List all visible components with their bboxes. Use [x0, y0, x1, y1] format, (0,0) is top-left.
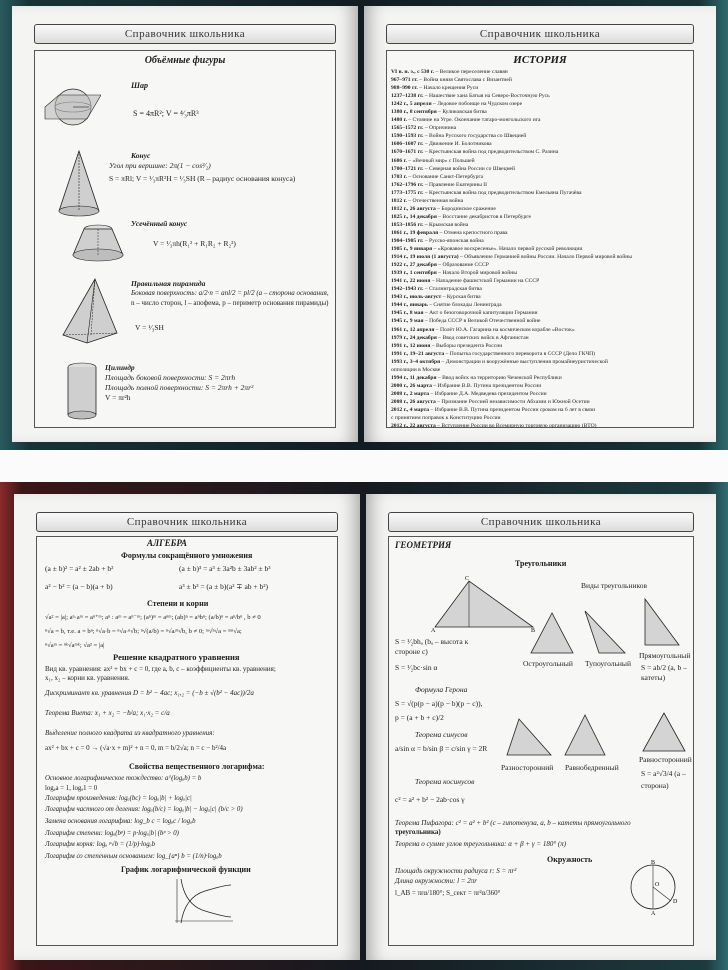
history-event: – Выборы президента России [430, 342, 503, 349]
history-event: – Начало крещения Руси [417, 85, 479, 92]
history-date: 1762–1796 гг. [391, 181, 424, 188]
history-entry [391, 108, 689, 116]
history-event: – Отечественная война [406, 197, 464, 204]
history-entry [391, 350, 689, 358]
history-date: 1703 г. [391, 173, 407, 180]
algebra-l7: Логарифм корня: logₐ ᵖ√b = (1/p)·logₐb [45, 841, 156, 848]
history-entry [391, 414, 689, 422]
cylinder-figure [65, 361, 99, 423]
history-event: – Начало Второй мировой войны [436, 270, 517, 277]
heron-formula: S = √(p(p − a)(p − b)(p − c)), [395, 699, 483, 708]
history-entry [391, 165, 689, 173]
gap [0, 450, 728, 482]
history-date: 1979 г., 24 декабря [391, 334, 437, 341]
acute-label: Остроугольный [523, 659, 573, 668]
history-entry [391, 317, 689, 325]
circle-area: Площадь окружности радиуса r: S = πr² [395, 867, 517, 875]
history-date: 1861 г., 19 февраля [391, 229, 439, 236]
history-entry [391, 342, 689, 350]
algebra-s4: Свойства вещественного логарифма: [129, 762, 265, 771]
history-date: 2012 г., 22 августа [391, 423, 436, 430]
page-solids [12, 6, 358, 442]
algebra-f2a: a² − b² = (a − b)(a + b) [45, 582, 113, 591]
heron-label: Формула Герона [415, 685, 468, 694]
algebra-s5: График логарифмической функции [121, 865, 251, 874]
history-event: – Ввод советских войск в Афганистан [436, 334, 529, 341]
frustum-figure [71, 221, 125, 265]
history-entry [391, 100, 689, 108]
history-entry [391, 382, 689, 390]
history-entry [391, 173, 689, 181]
algebra-l3: Логарифм произведения: logₐ(bc) = logₐ|b| + logₐ|c| [45, 795, 192, 802]
history-event: – Избрание В.В. Путина президентом России сроком на 6 лет в связи [429, 406, 596, 413]
history-event: – Полёт Ю.А. Гагарина на космическом корабле «Восток» [434, 326, 575, 333]
cone-figure [55, 149, 103, 221]
algebra-title: АЛГЕБРА [147, 538, 188, 548]
history-entry [391, 285, 689, 293]
page-geometry [366, 494, 716, 960]
page-header: Справочник школьника [388, 512, 694, 532]
history-event: – Крымская война [423, 221, 469, 228]
history-date: 1242 г., 5 апреля [391, 101, 432, 108]
page-algebra [14, 494, 360, 960]
cone-angle: Угол при вершине: 2π(1 − cos²⁄₂) [109, 161, 211, 170]
history-event: – «Кровавое воскресенье». Начало первой русской революции [432, 246, 583, 253]
algebra-s2: Степени и корни [147, 599, 209, 608]
history-event: – Ввод войск на территорию Чеченской Республики [436, 374, 562, 381]
equilateral-formula-2: сторона) [641, 781, 669, 790]
cosine-formula: c² = a² + b² − 2ab·cos γ [395, 795, 465, 804]
history-event: – Курская битва [441, 294, 481, 301]
algebra-s3: Решение квадратного уравнения [113, 652, 240, 662]
section-title: Объёмные фигуры [144, 55, 226, 66]
history-entry [391, 261, 689, 269]
algebra-r1: √a² = |a|; aⁿ·aᵐ = aⁿ⁺ᵐ; aⁿ : aᵐ = aⁿ⁻ᵐ; (aⁿ)ᵐ = aⁿᵐ; (ab)ⁿ = aⁿbⁿ; (a/b)ⁿ = aⁿ/bⁿ , b ≠ 0 [45, 614, 261, 621]
history-entry [391, 358, 689, 366]
history-entry [391, 398, 689, 406]
history-date: 2008 г., 2 марта [391, 390, 430, 397]
history-entry [391, 92, 689, 100]
scalene-triangle [505, 717, 553, 757]
history-date: 1606–1607 гг. [391, 141, 424, 148]
history-date: 2012 г., 4 марта [391, 406, 430, 413]
history-event: – Избрание В.В. Путина президентом России [431, 382, 542, 389]
history-date: 1941 г., 22 июня [391, 278, 431, 285]
history-date: 1914 г., 19 июля (1 августа) [391, 254, 459, 261]
history-event: – Восстание декабристов в Петербурге [436, 213, 531, 220]
history-date: 2008 г., 26 августа [391, 398, 436, 405]
history-date: 1942–1943 гг. [391, 286, 424, 293]
history-entry [391, 366, 689, 374]
circle-length: Длина окружности: l = 2πr [395, 877, 477, 885]
history-date: 967–971 гг. [391, 77, 418, 84]
history-event: – Крестьянская война под предводительством С. Разина [423, 149, 559, 156]
history-event: – Акт о безоговорочной капитуляции Германии [423, 310, 538, 317]
circle-figure [627, 859, 679, 915]
history-entry [391, 68, 689, 76]
history-entry [391, 132, 689, 140]
history-event: – Ледовое побоище на Чудском озере [431, 101, 523, 108]
history-event: – Движение И. Болотникова [423, 141, 492, 148]
history-event: – Крестьянская война под предводительством Емельяна Пугачёва [423, 189, 582, 196]
svg-text:A: A [431, 628, 436, 633]
history-event: оппозиции в Москве [391, 366, 441, 373]
acute-triangle [529, 611, 575, 655]
right-label: Прямоугольный [639, 651, 691, 660]
algebra-l1: Основное логарифмическое тождество: a^(logₐb) = b [45, 775, 202, 782]
history-date: VI в. н. э., с 530 г. [391, 69, 435, 75]
algebra-s1: Формулы сокращённого умножения [121, 551, 253, 560]
history-date: 1945 г., 8 мая [391, 310, 424, 317]
history-entry [391, 277, 689, 285]
history-date: 2000 г., 26 марта [391, 382, 432, 389]
area-1b: стороне c) [395, 647, 428, 656]
history-entry [391, 269, 689, 277]
history-event: – Победа СССР в Великой Отечественной войне [423, 318, 541, 325]
pyramid-legend: n – число сторон, l – апофема, p – периметр основания пирамиды) [131, 299, 329, 307]
history-date: 1994 г., 11 декабря [391, 374, 437, 381]
history-entry [391, 237, 689, 245]
cosine-label: Теорема косинусов [415, 777, 475, 786]
history-date: 1670–1671 гг. [391, 149, 424, 156]
history-entry [391, 205, 689, 213]
page-header: Справочник школьника [36, 512, 338, 532]
history-entry [391, 253, 689, 261]
history-date: 1812 г. [391, 197, 407, 204]
algebra-q5: Выделение полного квадрата из квадратного уравнения: [45, 729, 215, 737]
history-date: 1700–1721 гг. [391, 165, 424, 172]
history-date: 1961 г., 12 апреля [391, 326, 435, 333]
cone-name: Конус [131, 151, 151, 160]
geometry-title: ГЕОМЕТРИЯ [395, 540, 452, 550]
frustum-formula: V = ¹⁄₃πh(R₁² + R₁R₂ + R₂²) [153, 239, 236, 248]
algebra-l5: Замена основания логарифма: log_b c = logₐc / logₐb [45, 818, 196, 825]
history-event: – Объявление Германией войны России. Начало Первой мировой войны [458, 254, 632, 261]
sine-label: Теорема синусов [415, 730, 468, 739]
algebra-f1a: (a ± b)² = a² ± 2ab + b² [45, 564, 114, 573]
algebra-r2: ⁿ√a = b, т.е. a = bⁿ; ⁿ√a·b = ⁿ√a·ⁿ√b; ⁿ√(a/b) = ⁿ√a/ⁿ√b, b ≠ 0; ᵐ√ⁿ√a = ᵐⁿ√a; [45, 628, 242, 635]
history-event: – Война Русского государства со Швецией [423, 133, 527, 140]
sphere-name: Шар [131, 81, 149, 90]
history-entry [391, 140, 689, 148]
right-formula: S = ab/2 (a, b – [641, 663, 687, 672]
algebra-l2: logₐa = 1, logₐ1 = 0 [45, 785, 98, 792]
history-entry [391, 334, 689, 342]
algebra-r3: ⁿ√aᵐ = ⁿᵏ√aᵐᵏ; √a² = |a| [45, 642, 105, 649]
angle-sum: Теорема о сумме углов треугольника: α + β + γ = 180° (π) [395, 840, 567, 848]
history-entry [391, 390, 689, 398]
sphere-formula: S = 4πR²; V = ⁴⁄₃πR³ [133, 109, 199, 118]
history-entry [391, 293, 689, 301]
svg-text:O: O [655, 882, 660, 888]
history-date: 1991 г., 19–21 августа [391, 350, 445, 357]
content-frame [388, 536, 694, 946]
obtuse-label: Тупоугольный [585, 659, 631, 668]
algebra-q1: Вид кв. уравнения: ax² + bx + c = 0, где a, b, c – коэффициенты кв. уравнения; [45, 665, 276, 673]
history-entry [391, 76, 689, 84]
right-formula-2: катеты) [641, 673, 666, 682]
history-entry [391, 157, 689, 165]
svg-text:C: C [465, 576, 470, 582]
area-1: S = ¹⁄₂bhₐ (bₐ – высота к [395, 637, 469, 646]
history-date: 1773–1775 гг. [391, 189, 424, 196]
algebra-f2b: a³ ± b³ = (a ± b)(a² ∓ ab + b²) [179, 582, 269, 591]
history-entry [391, 148, 689, 156]
sphere-figure [43, 81, 101, 133]
history-date: 1686 г. [391, 157, 407, 164]
pyramid-figure [61, 277, 121, 345]
history-entry [391, 116, 689, 124]
content-frame [36, 536, 338, 946]
history-date: 1993 г., 3–4 октября [391, 358, 441, 365]
history-date: 1939 г., 1 сентября [391, 270, 437, 277]
history-date: 1590–1593 гг. [391, 133, 424, 140]
history-date: 1853–1856 гг. [391, 221, 424, 228]
page-history [364, 6, 716, 442]
cylinder-name: Цилиндр [105, 363, 135, 372]
isosceles-triangle [563, 713, 607, 757]
svg-text:B: B [651, 860, 656, 866]
history-entry [391, 422, 689, 430]
pyramid-volume: V = ¹⁄₃SH [135, 323, 164, 332]
log-graph [165, 877, 235, 925]
content-frame [34, 50, 336, 428]
page-header: Справочник школьника [34, 24, 336, 44]
history-entry [391, 181, 689, 189]
history-event: – Опричнина [423, 125, 457, 132]
cylinder-lateral: Площадь боковой поверхности: S = 2πrh [105, 373, 236, 382]
heron-p: p = (a + b + c)/2 [395, 713, 444, 722]
equilateral-triangle [641, 711, 687, 753]
history-title: ИСТОРИЯ [513, 54, 567, 66]
history-date: 1905 г., 9 января [391, 246, 433, 253]
history-event: – Война князя Святослава с Византией [417, 77, 512, 84]
history-date: 1237–1238 гг. [391, 93, 424, 100]
types-label: Виды треугольников [581, 581, 648, 590]
history-event: – Сталинградская битва [423, 286, 482, 293]
pyramid-lateral: Боковая поверхность: a/2·n = anl/2 = pl/2 (a – сторона основания, [131, 289, 329, 297]
history-date: 1380 г., 8 сентября [391, 109, 437, 116]
algebra-l4: Логарифм частного от деления: logₐ(b/c) = logₐ|b| − logₐ|c| (b/c > 0) [45, 806, 243, 813]
isosceles-label: Равнобедренный [565, 763, 619, 772]
cone-formula: S = πRl; V = ¹⁄₃πR²H = ¹⁄₃SH (R – радиус основания конуса) [109, 174, 296, 183]
arc-formulas: l_AB = πrα/180°; S_сект = πr²α/360° [395, 889, 501, 897]
history-entry [391, 406, 689, 414]
history-entry [391, 84, 689, 92]
equilateral-label: Равносторонний [639, 755, 692, 764]
history-list [391, 68, 689, 430]
history-entry [391, 124, 689, 132]
history-date: 1565–1572 гг. [391, 125, 424, 132]
scalene-label: Разносторонний [501, 763, 554, 772]
pythagoras-2: треугольника) [395, 828, 441, 836]
history-date: 1991 г., 12 июня [391, 342, 431, 349]
sine-formula: a/sin α = b/sin β = c/sin γ = 2R [395, 744, 488, 753]
cylinder-volume: V = πr²h [105, 393, 131, 402]
obtuse-triangle [583, 609, 627, 655]
history-event: – Образование СССР [436, 262, 489, 269]
history-entry [391, 229, 689, 237]
history-entry [391, 221, 689, 229]
algebra-f1b: (a ± b)³ = a³ ± 3a²b ± 3ab² ± b³ [179, 564, 271, 573]
history-date: 1922 г., 27 декабря [391, 262, 437, 269]
svg-text:D: D [673, 899, 678, 905]
history-event: – Северная война России со Швецией [423, 165, 516, 172]
history-event: – Основание Санкт-Петербурга [406, 173, 484, 180]
history-event: – Отмена крепостного права [438, 229, 508, 236]
pythagoras: Теорема Пифагора: c² = a² + b² (c – гипотенуза, a, b – катеты прямоугольного [395, 819, 631, 827]
history-entry [391, 197, 689, 205]
history-entry [391, 189, 689, 197]
history-entry [391, 309, 689, 317]
svg-text:A: A [651, 911, 656, 915]
algebra-l6: Логарифм степени: logₐ(bᵖ) = p·logₐ|b| (bᵖ > 0) [45, 830, 179, 837]
history-event: – Русско-японская война [423, 237, 484, 244]
history-date: 1944 г., январь [391, 302, 428, 309]
algebra-q6: ax² + bx + c = 0 → (√a·x + m)² + n = 0, m = b/2√a; n = c − b²/4a [45, 744, 227, 752]
history-event: – Вступление России во Всемирную торговую организацию (ВТО) [435, 423, 597, 430]
algebra-q3: Дискриминант кв. уравнения D = b² − 4ac; x₁,₂ = (−b ± √(b² − 4ac))/2a [45, 689, 254, 697]
scalene-height-figure [431, 575, 537, 633]
frustum-name: Усечённый конус [131, 219, 188, 228]
history-event: с принятием поправок к Конституцию России [391, 415, 501, 422]
history-event: – Нападение фашистской Германии на СССР [430, 278, 540, 285]
algebra-q4: Теорема Виета: x₁ + x₂ = −b/a; x₁·x₂ = c/a [45, 709, 170, 717]
history-event: – Куликовская битва [436, 109, 487, 116]
algebra-l8: Логарифм со степенным основанием: log_{aⁿ} b = (1/n)·logₐb [45, 853, 222, 860]
history-event: – Стояние на Угре. Окончание татаро-монгольского ига [406, 117, 541, 124]
history-event: – Великое переселение славян [434, 69, 508, 75]
equilateral-formula: S = a²√3/4 (a – [641, 769, 686, 778]
history-entry [391, 245, 689, 253]
history-date: 1812 г., 26 августа [391, 205, 436, 212]
history-entry [391, 301, 689, 309]
history-event: – «Вечный мир» с Польшей [406, 157, 475, 164]
history-event: – Правление Екатерины II [423, 181, 488, 188]
history-event: – Бородинское сражение [435, 205, 496, 212]
page-header: Справочник школьника [386, 24, 694, 44]
history-entry [391, 326, 689, 334]
area-2: S = ¹⁄₂bc·sin α [395, 663, 438, 672]
svg-text:B: B [531, 628, 536, 633]
history-event: – Нашествие хана Батыя на Северо-Восточную Русь [423, 93, 550, 100]
history-event: – Попытка государственного переворота в СССР (Дело ГКЧП) [444, 350, 595, 357]
history-date: 1943 г., июль-август [391, 294, 442, 301]
right-triangle [641, 597, 681, 647]
history-entry [391, 374, 689, 382]
content-frame [386, 50, 694, 428]
cylinder-total: Площадь полной поверхности: S = 2πrh + 2πr² [105, 383, 254, 392]
pyramid-name: Правильная пирамида [131, 279, 206, 288]
history-date: 1904–1905 гг. [391, 237, 424, 244]
history-event: – Признание Россией независимости Абхазии и Южной Осетии [435, 398, 590, 405]
algebra-q2: x₁, x₂ – корни кв. уравнения. [45, 674, 130, 682]
history-event: – Избрание Д.А. Медведева президентом России [429, 390, 547, 397]
history-date: 988–990 гг. [391, 85, 418, 92]
history-date: 1825 г., 14 декабря [391, 213, 437, 220]
history-event: – Снятие блокады Ленинграда [427, 302, 502, 309]
history-event: – Демонстрации и вооружённые выступления промайнеуристической [440, 358, 608, 365]
geometry-s1: Треугольники [515, 559, 567, 568]
history-entry [391, 213, 689, 221]
circle-title: Окружность [547, 855, 593, 864]
history-date: 1945 г., 9 мая [391, 318, 424, 325]
history-date: 1480 г. [391, 117, 407, 124]
